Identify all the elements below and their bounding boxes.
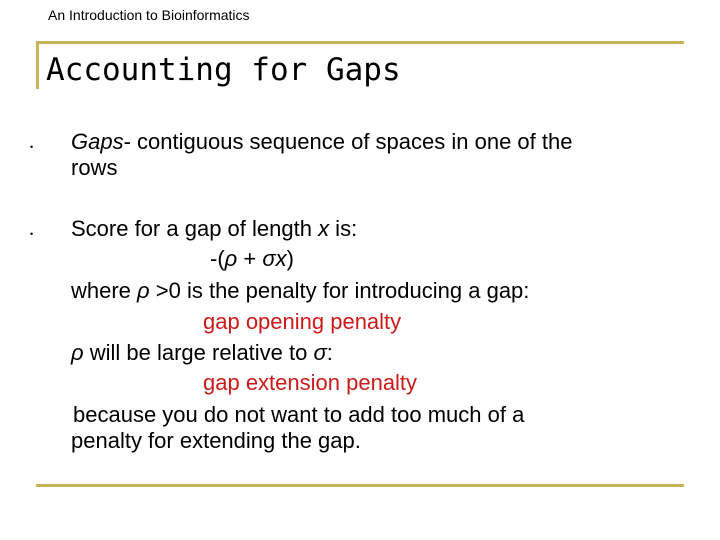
length-variable: x — [318, 216, 330, 241]
bullet-1-line-1 — [71, 129, 572, 155]
gaps-definition: - contiguous sequence of spaces in one of the — [123, 129, 573, 154]
because-line-2: penalty for extending the gap. — [71, 428, 361, 453]
bullet-2-marker: • — [30, 229, 34, 239]
course-title: An Introduction to Bioinformatics — [48, 7, 250, 23]
where-line: where ρ >0 is the penalty for introducing a gap: — [71, 278, 530, 303]
because-line-1: because you do not want to add too much of a — [73, 402, 525, 427]
gap-opening-penalty: gap opening penalty — [203, 309, 402, 334]
bullet-1-line-2: rows — [71, 155, 118, 180]
bullet-1-marker: • — [30, 142, 34, 152]
slide-title: Accounting for Gaps — [46, 52, 401, 88]
gap-extension-penalty: gap extension penalty — [203, 370, 418, 395]
gap-score-formula: -(ρ + σx) — [210, 246, 294, 271]
bottom-rule — [36, 484, 684, 487]
title-rule-left — [36, 41, 39, 89]
rho-large-line: ρ will be large relative to σ: — [71, 340, 333, 365]
bullet-2-line-1: Score for a gap of length x is: — [71, 216, 358, 241]
gaps-term: Gaps — [71, 129, 124, 154]
title-rule-top — [36, 41, 684, 44]
